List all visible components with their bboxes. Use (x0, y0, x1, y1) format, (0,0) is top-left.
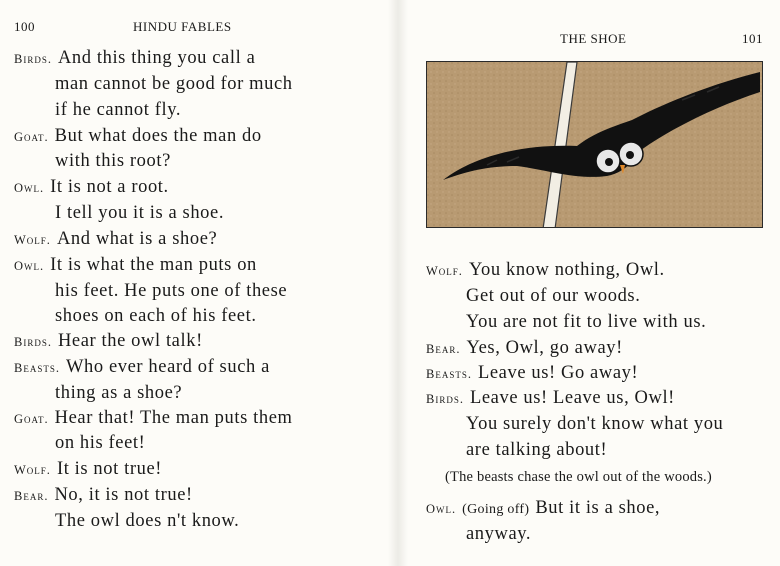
speaker-label: Beasts. (426, 367, 472, 381)
speaker-label: Owl. (14, 259, 45, 273)
text-line: Get out of our woods. (466, 286, 641, 306)
text-line: Beasts. Who ever heard of such a (14, 357, 270, 377)
speaker-label: Beasts. (14, 361, 60, 375)
text-line: if he cannot fly. (55, 100, 182, 120)
text-line: man cannot be good for much (55, 74, 293, 94)
text-line: Wolf. You know nothing, Owl. (426, 260, 665, 280)
text-line: his feet. He puts one of these (55, 281, 288, 301)
text-line: shoes on each of his feet. (55, 306, 257, 326)
running-head-left: HINDU FABLES (133, 19, 232, 34)
text-line: with this root? (55, 151, 171, 171)
speaker-label: Bear. (426, 342, 461, 356)
book-gutter (388, 0, 408, 566)
page-number-left: 100 (14, 19, 35, 34)
speaker-label: Birds. (14, 52, 52, 66)
owl-pupil-left (605, 158, 613, 166)
speaker-label: Bear. (14, 489, 49, 503)
text-line: You are not fit to live with us. (466, 312, 707, 332)
text-line: Goat. But what does the man do (14, 126, 262, 146)
text-line: You surely don't know what you (466, 414, 724, 434)
text-line: anyway. (466, 524, 532, 544)
page-number-right: 101 (742, 31, 763, 46)
text-line: Goat. Hear that! The man puts them (14, 408, 293, 428)
text-line: Birds. Hear the owl talk! (14, 331, 203, 351)
owl-picture (427, 62, 763, 228)
owl-illustration (426, 61, 763, 228)
speaker-label: Birds. (426, 392, 464, 406)
speaker-label: Goat. (14, 412, 49, 426)
text-line: Bear. Yes, Owl, go away! (426, 338, 623, 358)
speaker-label: Wolf. (14, 463, 51, 477)
text-line: Birds. Leave us! Leave us, Owl! (426, 388, 675, 408)
speaker-label: Wolf. (14, 233, 51, 247)
speaker-label: Goat. (14, 130, 49, 144)
text-line: I tell you it is a shoe. (55, 203, 225, 223)
text-line: Owl. It is what the man puts on (14, 255, 257, 275)
text-line: on his feet! (55, 433, 146, 453)
speaker-label: Wolf. (426, 264, 463, 278)
owl-pupil-right (626, 151, 634, 159)
text-line: Owl. It is not a root. (14, 177, 169, 197)
text-line: Bear. No, it is not true! (14, 485, 193, 505)
text-line: Wolf. And what is a shoe? (14, 229, 218, 249)
text-line: are talking about! (466, 440, 608, 460)
text-line: Wolf. It is not true! (14, 459, 163, 479)
speaker-label: Owl. (14, 181, 45, 195)
stage-direction: (The beasts chase the owl out of the woods.) (445, 469, 712, 485)
text-line: thing as a shoe? (55, 383, 183, 403)
text-line: Owl. (Going off) But it is a shoe, (426, 498, 661, 518)
speaker-label: Birds. (14, 335, 52, 349)
text-line: Beasts. Leave us! Go away! (426, 363, 639, 383)
text-line: Birds. And this thing you call a (14, 48, 256, 68)
text-line: The owl does n't know. (55, 511, 240, 531)
stage-cue: (Going off) (462, 502, 530, 517)
speaker-label: Owl. (426, 502, 457, 516)
running-head-right: THE SHOE (560, 31, 627, 46)
